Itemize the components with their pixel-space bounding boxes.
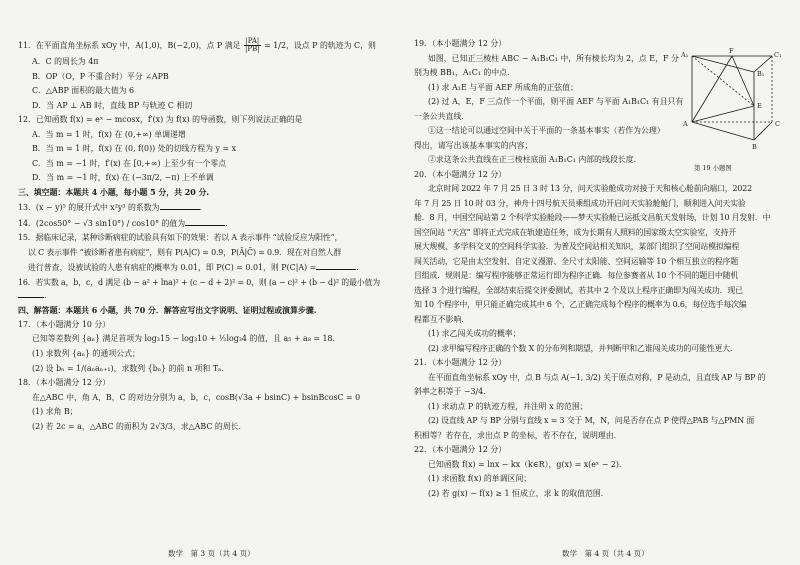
q18-part-2: (2) 若 2c = a，△ABC 的面积为 2√3/3，求△ABC 的周长． <box>32 421 247 431</box>
q19-part-1: (1) 求 A₁E 与平面 AEF 所成角的正弦值； <box>428 82 578 92</box>
question-20 <box>414 169 784 355</box>
fig-label-a: A <box>683 120 688 128</box>
q12-option-b: B．当 m = 1 时，f(x) 在 (0, f(0)) 处的切线方程为 y = x <box>32 144 237 154</box>
q19-part-2: (2) 过 A，E，F 三点作一个平面，则平面 AEF 与平面 A₁B₁C₁ 有且只有 <box>428 97 684 107</box>
q20-line-7: 目组成．规则是：编写程序能够正常运行即为程序正确．每位参赛者从 10 个不同的题目中随机 <box>414 271 739 281</box>
page-footer-left: 数学 第 3 页（共 4 页） <box>168 549 255 558</box>
fig-label-e: E <box>757 102 762 110</box>
question-16: 16．若实数 a，b，c，d 满足 (b − a² + lna)² + (c − d + 2)² = 0，则 (a − c)² + (b − d)² 的最小值为. <box>18 277 380 300</box>
q11-stem: 11．在平面直角坐标系 xOy 中，A(1,0)，B(−2,0)，点 P 满足 $\frac{|PA|}{|PB|}$ = 1/2，设点 P 的轨迹为 C，则 <box>18 37 376 54</box>
figure-caption: 第 19 小题图 <box>694 164 732 172</box>
q13-answer-blank[interactable] <box>160 201 200 210</box>
question-15 <box>18 232 392 274</box>
question-14: 14．(2cos50° − √3 sin10°) / cos10° 的值为 . <box>18 218 228 228</box>
q21-part-1: (1) 求动点 P 的轨迹方程，并注明 x 的范围； <box>428 401 588 411</box>
q20-line-2: 年 7 月 25 日 10 时 03 分，神舟十四号航天员乘组成功开启问天实验舱舱门，顺利进入问天实验 <box>414 198 746 208</box>
q20-line-1: 北京时间 2022 年 7 月 25 日 3 时 13 分，问天实验舱成功对接于天和核心舱前向端口，2022 <box>428 184 752 194</box>
question-18 <box>18 377 392 433</box>
q20-line-6: 闯关活动，它是由太空发射、自定义漫游、全尺寸太阳能、空间运输等 10 个相互独立的程序题 <box>414 256 739 266</box>
fig-label-b: B <box>752 143 757 151</box>
q22-part-2: (2) 若 g(x) − f(x) ≥ 1 恒成立，求 k 的取值范围． <box>428 488 609 498</box>
q21-stem-1: 在平面直角坐标系 xOy 中，点 B 与点 A(−1, 3/2) 关于原点对称，P 是动点，且直线 AP 与 BP 的 <box>428 372 766 382</box>
q12-option-a: A．当 m = 1 时，f(x) 在 (0,+∞) 单调递增 <box>32 129 186 139</box>
q19-sub-1-cont: 得出，请写出该基本事实的内容； <box>414 140 533 150</box>
q11-option-c: C．△ABP 面积的最大值为 6 <box>32 86 135 96</box>
q14-answer-blank[interactable] <box>185 217 225 226</box>
q11-option-a: A．C 的周长为 4π <box>32 57 99 67</box>
q20-line-5: 展大规模、多学科交叉的空间科学实验．为普及空间站相关知识，某部门组织了空间站模拟编程 <box>414 242 740 252</box>
q15-line-1: 15．据临床记录，某种诊断病症的试验具有如下的效果：若以 A 表示事件 “试验反应为阳性”， <box>18 233 343 243</box>
q19-sub-1: ①这一结论可以通过空间中关于平面的一条基本事实（若作为公理） <box>428 126 665 136</box>
fig-label-a1: A₁ <box>681 51 689 59</box>
question-12 <box>18 114 392 184</box>
question-21 <box>414 357 784 442</box>
q21-part-2-cont: 积相等？若存在，求出点 P 的坐标，若不存在，说明理由． <box>414 430 622 440</box>
q11-option-d: D．当 AP ⊥ AB 时，直线 BP 与轨迹 C 相切 <box>32 100 193 110</box>
q20-line-4: 国空间站 “天宫” 即将正式完成在轨建造任务，成为长期有人照料的国家级太空实验室，支持开 <box>414 227 737 237</box>
left-page-column <box>18 38 392 435</box>
q20-line-3: 舱．8 月，中国空间站第 2 个科学实验舱段——梦天实验舱已运抵文昌航天发射场，计划 10 月发射．中 <box>414 213 771 223</box>
q18-stem: 在△ABC 中，角 A，B，C 的对边分别为 a，b，c，cosB(√3a + bsinC) + bsinBcosC = 0 <box>32 392 361 402</box>
q21-stem-2: 斜率之积等于 −3/4． <box>414 387 492 397</box>
q19-header: 19．（本小题满分 12 分） <box>414 39 507 48</box>
q12-option-c: C．当 m = −1 时，f′(x) 在 [0,+∞) 上至少有一个零点 <box>32 158 227 168</box>
section-3-heading: 三、填空题：本题共 4 小题，每小题 5 分，共 20 分. <box>18 188 210 198</box>
q20-part-2: (2) 求甲编写程序正确的个数 X 的分布列和期望，并判断甲和乙谁闯关成功的可能性更大． <box>428 343 738 353</box>
q17-header: 17．（本小题满分 10 分） <box>18 319 111 329</box>
q17-part-1: (1) 求数列 {aₙ} 的通项公式； <box>32 349 140 358</box>
fig-label-c1: C₁ <box>774 51 782 59</box>
q19-part-2-cont: 一条公共直线． <box>414 111 470 121</box>
q20-part-1: (1) 求乙闯关成功的概率； <box>428 329 521 339</box>
q16-answer-blank[interactable] <box>18 289 44 298</box>
q21-header: 21．（本小题满分 12 分） <box>414 358 507 368</box>
q19-stem-1: 如图，已知正三棱柱 ABC − A₁B₁C₁ 中，所有棱长均为 2，点 E，F 分 <box>428 53 679 63</box>
q21-part-2: (2) 设直线 AP 与 BP 分别与直线 x = 3 交于 M，N，问是否存在点 P 使得△PAB 与△PMN 面 <box>428 416 755 426</box>
q22-stem: 已知函数 f(x) = lnx − kx（k∈R），g(x) = x(eˣ − 2)． <box>428 459 627 469</box>
q15-line-3: 进行普查，设被试验的人患有病症的概率为 0.01，即 P(C) = 0.01，则 P(C|A) = . <box>28 263 359 273</box>
q19-sub-2: ②求这条公共直线在正三棱柱底面 A₁B₁C₁ 内部的线段长度． <box>428 155 642 165</box>
q15-line-2: 以 C 表示事件 “被诊断者患有病症”，则有 P(A|C) = 0.9，P(Ā|C̄) = 0.9．现在对自然人群 <box>28 247 342 257</box>
q17-part-2: (2) 设 bₙ = 1/(aₙaₙ₊₁)，求数列 {bₙ} 的前 n 项和 Tₙ． <box>32 363 230 373</box>
section-4-heading: 四、解答题：本题共 6 小题，共 70 分．解答应写出文字说明、证明过程或演算步骤. <box>18 305 317 315</box>
q22-part-1: (1) 求函数 f(x) 的单调区间； <box>428 474 532 484</box>
question-22 <box>414 444 784 500</box>
prism-figure <box>680 48 790 160</box>
q11-option-b: B．OP（O，P 不重合时）平分 ∠APB <box>32 71 169 81</box>
q12-option-d: D．当 m = −1 时，f(x) 在 (−3π/2, −π) 上不单调 <box>32 173 214 183</box>
q22-header: 22．（本小题满分 12 分） <box>414 445 507 455</box>
q18-header: 18．（本小题满分 12 分） <box>18 378 111 388</box>
fig-label-b1: B₁ <box>757 70 765 78</box>
q12-stem: 12．已知函数 f(x) = eˣ − mcosx，f′(x) 为 f(x) 的导函数，则下列说法正确的是 <box>18 115 303 125</box>
fig-label-f: F <box>729 48 734 55</box>
q19-stem-2: 别为棱 BB₁，A₁C₁ 的中点． <box>414 68 515 78</box>
q15-answer-blank[interactable] <box>316 261 356 270</box>
page-footer-right: 数学 第 4 页（共 4 页） <box>562 549 649 558</box>
question-13: 13．(x − y)⁵ 的展开式中 x²y³ 的系数为 . <box>18 203 203 213</box>
question-11 <box>18 38 392 112</box>
q20-line-10: 程都互不影响． <box>414 314 470 324</box>
question-17 <box>18 319 392 375</box>
q20-header: 20．（本小题满分 12 分） <box>414 169 507 179</box>
q20-line-9: 知 10 个程序中，甲只能正确完成其中 6 个，乙正确完成每个程序的概率为 0.6，每位选手每次编 <box>414 300 747 310</box>
q17-stem: 已知等差数列 {aₙ} 满足首项为 log₃15 − log₃10 + ½log₃4 的值，且 a₅ + a₈ = 18． <box>32 334 341 344</box>
q18-part-1: (1) 求角 B； <box>32 407 78 417</box>
q20-line-8: 选择 3 个进行编程，全部结束后提交评委测试，若其中 2 个及以上程序正确即为闯关成功．现已 <box>414 285 743 295</box>
q11-fraction: $\frac{|PA|}{|PB|}$ <box>245 37 260 54</box>
fig-label-c: C <box>775 120 780 128</box>
